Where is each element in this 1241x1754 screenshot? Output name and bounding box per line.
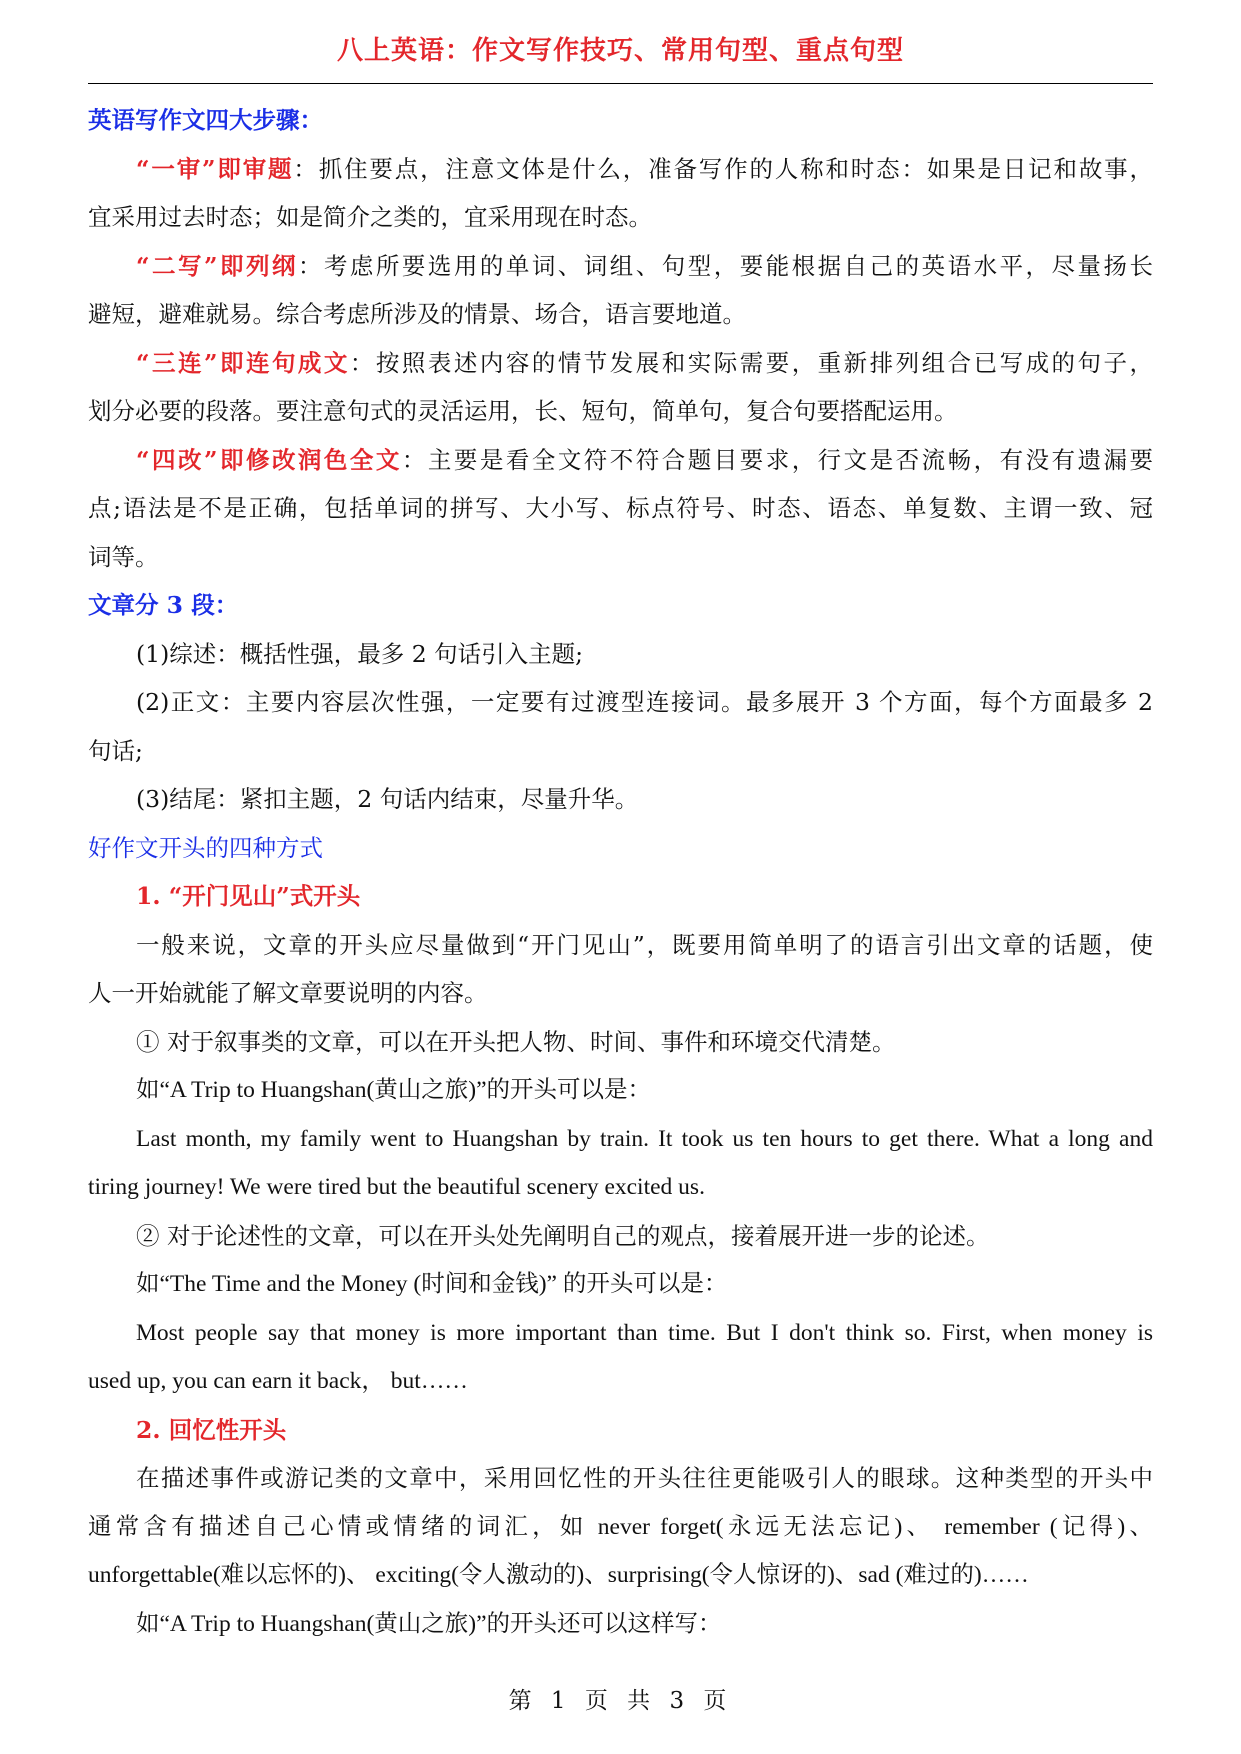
step-2-sep: ：: [297, 251, 324, 280]
step-2-text-1: 考虑所要选用的单词、词组、句型，要能根据自己的英语水平，尽量扬长: [323, 251, 1153, 280]
example-text-line: tiring journey! We were tired but the beautiful scenery excited us.: [88, 1174, 705, 1200]
text-line: 一般来说，文章的开头应尽量做到“开门见山”，既要用简单明了的语言引出文章的话题，使: [136, 930, 1153, 959]
step-4-line-1: [88, 436, 1153, 485]
section-heading-openings: 好作文开头的四种方式: [88, 833, 323, 862]
paragraph-item-2: (2)正文：主要内容层次性强，一定要有过渡型连接词。最多展开 3 个方面，每个方面最多 2: [136, 688, 1153, 716]
step-1-label: “一审”即审题: [136, 154, 294, 183]
text-line: 人一开始就能了解文章要说明的内容。: [88, 979, 488, 1007]
step-4-sep: ：: [401, 445, 428, 474]
step-4-line-2: 点;语法是不是正确，包括单词的拼写、大小写、标点符号、时态、语态、单复数、主谓一致、冠: [88, 494, 1153, 522]
example-text-line: Most people say that money is more important than time. But I don't think so. First, when money is: [136, 1319, 1153, 1346]
text-line: 在描述事件或游记类的文章中，采用回忆性的开头往往更能吸引人的眼球。这种类型的开头中: [136, 1464, 1153, 1492]
content-body: [88, 96, 1153, 1648]
text-line: 通常含有描述自己心情或情绪的词汇，如 never forget(永远无法忘记)、 remember (记得)、: [88, 1513, 1153, 1540]
subheading-recall-opening: 2. 回忆性开头: [136, 1415, 287, 1444]
paragraph-item-3: (3)结尾：紧扣主题，2 句话内结束，尽量升华。: [136, 785, 639, 813]
section-heading-three-paragraphs: 文章分 3 段：: [88, 591, 239, 619]
example-text-line: Last month, my family went to Huangshan by train. It took us ten hours to get there. What a long and: [136, 1125, 1153, 1152]
subheading-direct-opening: 1. “开门见山”式开头: [136, 882, 361, 910]
step-1-sep: ：: [293, 154, 319, 183]
text-line: 如“A Trip to Huangshan(黄山之旅)”的开头还可以这样写：: [136, 1610, 722, 1637]
step-1-line-1: [88, 145, 1153, 194]
step-2-label: “二写”即列纲: [136, 251, 298, 280]
step-1-line-2: 宜采用过去时态；如是简介之类的，宜采用现在时态。: [88, 203, 652, 231]
step-3-line-1: [88, 339, 1153, 388]
paragraph-item-1: (1)综述：概括性强，最多 2 句话引入主题;: [136, 639, 584, 668]
step-3-text-1: 按照表述内容的情节发展和实际需要，重新排列组合已写成的句子，: [375, 348, 1153, 377]
text-line: unforgettable(难以忘怀的)、 exciting(令人激动的)、surprising(令人惊讶的)、sad (难过的)……: [88, 1562, 1029, 1588]
paragraph-item-2-cont: 句话;: [88, 736, 143, 765]
text-line: 如“The Time and the Money (时间和金钱)” 的开头可以是：: [136, 1271, 728, 1297]
step-3-label: “三连”即连句成文: [136, 348, 350, 377]
text-line: 如“A Trip to Huangshan(黄山之旅)”的开头可以是：: [136, 1077, 652, 1103]
page-title: 八上英语：作文写作技巧、常用句型、重点句型: [336, 36, 904, 66]
page-number: 第 1 页 共 3 页: [508, 1688, 733, 1714]
text-line: ② 对于论述性的文章，可以在开头处先阐明自己的观点，接着展开进一步的论述。: [136, 1221, 990, 1250]
example-text-line: used up, you can earn it back， but……: [88, 1368, 468, 1394]
step-2-line-1: [88, 242, 1153, 291]
step-4-label: “四改”即修改润色全文: [136, 445, 402, 474]
step-4-line-3: 词等。: [88, 542, 159, 571]
header-divider: [88, 83, 1153, 84]
step-3-line-2: 划分必要的段落。要注意句式的灵活运用，长、短句，简单句，复合句要搭配运用。: [88, 397, 958, 425]
text-line: ① 对于叙事类的文章，可以在开头把人物、时间、事件和环境交代清楚。: [136, 1027, 896, 1056]
step-1-text-1: 抓住要点，注意文体是什么，准备写作的人称和时态：如果是日记和故事，: [318, 154, 1153, 183]
step-4-text-1: 主要是看全文符不符合题目要求，行文是否流畅，有没有遗漏要: [427, 445, 1153, 474]
section-heading-four-steps: 英语写作文四大步骤：: [88, 106, 323, 134]
step-2-line-2: 避短，避难就易。综合考虑所涉及的情景、场合，语言要地道。: [88, 300, 746, 328]
step-3-sep: ：: [349, 348, 376, 377]
